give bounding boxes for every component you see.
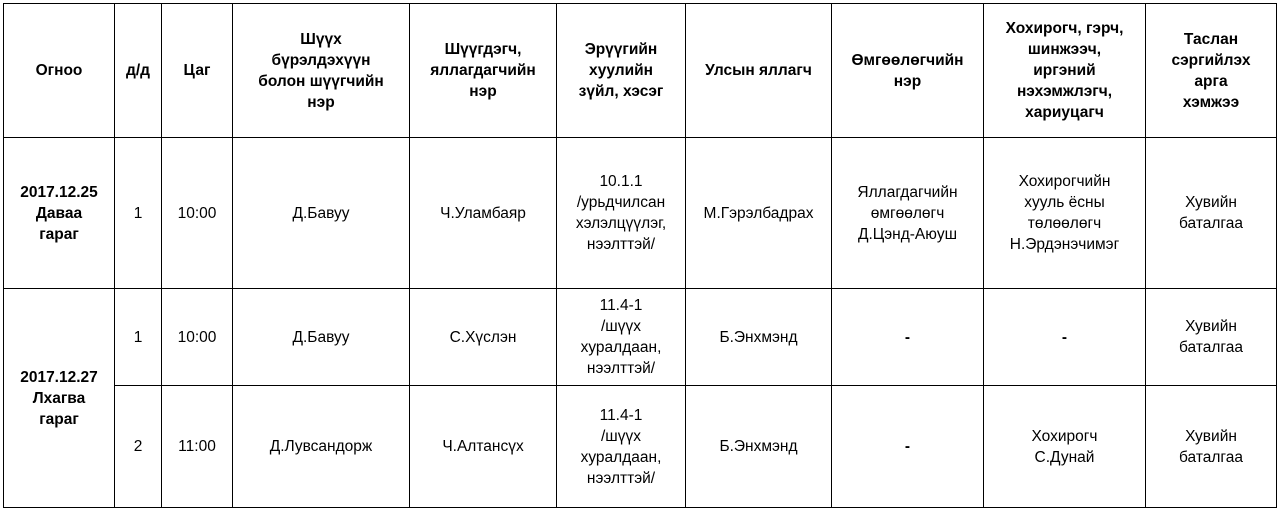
- lawyer-line: Яллагдагчийн: [857, 183, 958, 201]
- header-prosecutor: Улсын яллагч: [686, 4, 832, 138]
- header-victim-line: шинжээч,: [1027, 41, 1102, 58]
- date-line: Даваа: [35, 204, 83, 222]
- header-measure-line: арга: [1194, 72, 1228, 90]
- date-line: 2017.12.27: [20, 368, 98, 386]
- header-victim-line: хариуцагч: [1025, 104, 1104, 121]
- lawyer-cell: [832, 386, 984, 508]
- header-article-line: Эрүүгийн: [584, 41, 658, 58]
- date-cell: [4, 138, 115, 289]
- article-cell: [557, 386, 686, 508]
- header-lawyer-line: нэр: [893, 72, 922, 90]
- header-judges-line: бүрэлдэхүүн: [271, 51, 371, 69]
- header-judges: [233, 4, 410, 138]
- header-defendant: [410, 4, 557, 138]
- victim-cell: [984, 138, 1146, 289]
- article-line: хэлэлцүүлэг,: [575, 215, 667, 232]
- header-measure-line: сэргийлэх: [1171, 51, 1251, 69]
- measure-line: Хувийн: [1185, 427, 1237, 445]
- article-line: хуралдаан,: [580, 339, 662, 356]
- judge-cell: Д.Бавуу: [233, 138, 410, 289]
- lawyer-line: Д.Цэнд-Аюуш: [857, 225, 958, 243]
- header-victim-line: Хохирогч, гэрч,: [1005, 20, 1124, 37]
- article-cell: [557, 289, 686, 386]
- header-num: д/д: [115, 4, 162, 138]
- measure-line: баталгаа: [1179, 339, 1243, 356]
- judge-cell: Д.Бавуу: [233, 289, 410, 386]
- measure-cell: [1146, 138, 1277, 289]
- date-cell: [4, 289, 115, 508]
- time-cell: 11:00: [162, 386, 233, 508]
- victim-line: Хохирогч: [1031, 427, 1098, 445]
- time-cell: 10:00: [162, 138, 233, 289]
- victim-line: Хохирогчийн: [1018, 173, 1111, 190]
- judge-cell: Д.Лувсандорж: [233, 386, 410, 508]
- victim-line: төлөөлөгч: [1027, 215, 1102, 232]
- table-row: [4, 289, 1277, 386]
- header-victim-line: иргэний: [1033, 62, 1096, 79]
- victim-cell: [984, 386, 1146, 508]
- article-line: нээлттэй/: [586, 236, 656, 253]
- prosecutor-cell: Б.Энхмэнд: [686, 289, 832, 386]
- header-judges-line: болон шүүгчийн: [258, 72, 384, 90]
- lawyer-cell: [832, 138, 984, 289]
- measure-line: баталгаа: [1179, 448, 1243, 466]
- article-line: /урьдчилсан: [576, 194, 666, 211]
- num-cell: 2: [115, 386, 162, 508]
- article-line: хуралдаан,: [580, 448, 662, 466]
- measure-line: Хувийн: [1185, 318, 1237, 335]
- header-article-line: зүйл, хэсэг: [578, 83, 664, 100]
- header-lawyer: [832, 4, 984, 138]
- victim-line: хууль ёсны: [1024, 194, 1105, 211]
- measure-cell: [1146, 386, 1277, 508]
- measure-line: Хувийн: [1185, 194, 1237, 211]
- table-row: [4, 386, 1277, 508]
- table-row: [4, 138, 1277, 289]
- victim-line: Н.Эрдэнэчимэг: [1009, 236, 1120, 253]
- time-cell: 10:00: [162, 289, 233, 386]
- article-line: /шүүх: [601, 318, 641, 335]
- header-measure-line: Таслан: [1183, 30, 1239, 48]
- header-defendant-line: Шүүгдэгч,: [444, 41, 522, 58]
- header-time: Цаг: [162, 4, 233, 138]
- defendant-cell: Ч.Уламбаяр: [410, 138, 557, 289]
- header-lawyer-line: Өмгөөлөгчийн: [851, 51, 964, 69]
- header-defendant-line: яллагдагчийн: [430, 62, 536, 79]
- article-cell: [557, 138, 686, 289]
- header-measure-line: хэмжээ: [1182, 93, 1240, 111]
- header-article: [557, 4, 686, 138]
- article-line: 11.4-1: [599, 297, 643, 314]
- prosecutor-cell: Б.Энхмэнд: [686, 386, 832, 508]
- prosecutor-cell: М.Гэрэлбадрах: [686, 138, 832, 289]
- num-cell: 1: [115, 289, 162, 386]
- victim-line: -: [1061, 328, 1068, 346]
- article-line: /шүүх: [601, 427, 641, 445]
- header-measure: [1146, 4, 1277, 138]
- date-line: гараг: [39, 225, 79, 243]
- defendant-cell: Ч.Алтансүх: [410, 386, 557, 508]
- date-line: Лхагва: [32, 389, 86, 407]
- header-victim-line: нэхэмжлэгч,: [1016, 83, 1113, 100]
- header-judges-line: нэр: [307, 93, 335, 111]
- measure-line: баталгаа: [1179, 215, 1243, 232]
- date-line: гараг: [39, 410, 79, 428]
- header-article-line: хуулийн: [588, 62, 654, 79]
- lawyer-line: өмгөөлөгч: [870, 204, 945, 222]
- lawyer-line: -: [904, 328, 911, 346]
- victim-line: С.Дунай: [1034, 448, 1095, 466]
- header-row: [4, 4, 1277, 138]
- num-cell: 1: [115, 138, 162, 289]
- article-line: 10.1.1: [599, 173, 643, 190]
- header-defendant-line: нэр: [469, 83, 497, 100]
- lawyer-cell: [832, 289, 984, 386]
- article-line: нээлттэй/: [586, 360, 656, 377]
- header-victim: [984, 4, 1146, 138]
- measure-cell: [1146, 289, 1277, 386]
- lawyer-line: -: [904, 438, 911, 455]
- date-line: 2017.12.25: [20, 183, 98, 201]
- header-date: Огноо: [4, 4, 115, 138]
- header-judges-line: Шүүх: [300, 30, 342, 48]
- article-line: нээлттэй/: [586, 469, 656, 487]
- court-schedule-table: [3, 3, 1277, 508]
- defendant-cell: С.Хүслэн: [410, 289, 557, 386]
- victim-cell: [984, 289, 1146, 386]
- article-line: 11.4-1: [599, 406, 643, 424]
